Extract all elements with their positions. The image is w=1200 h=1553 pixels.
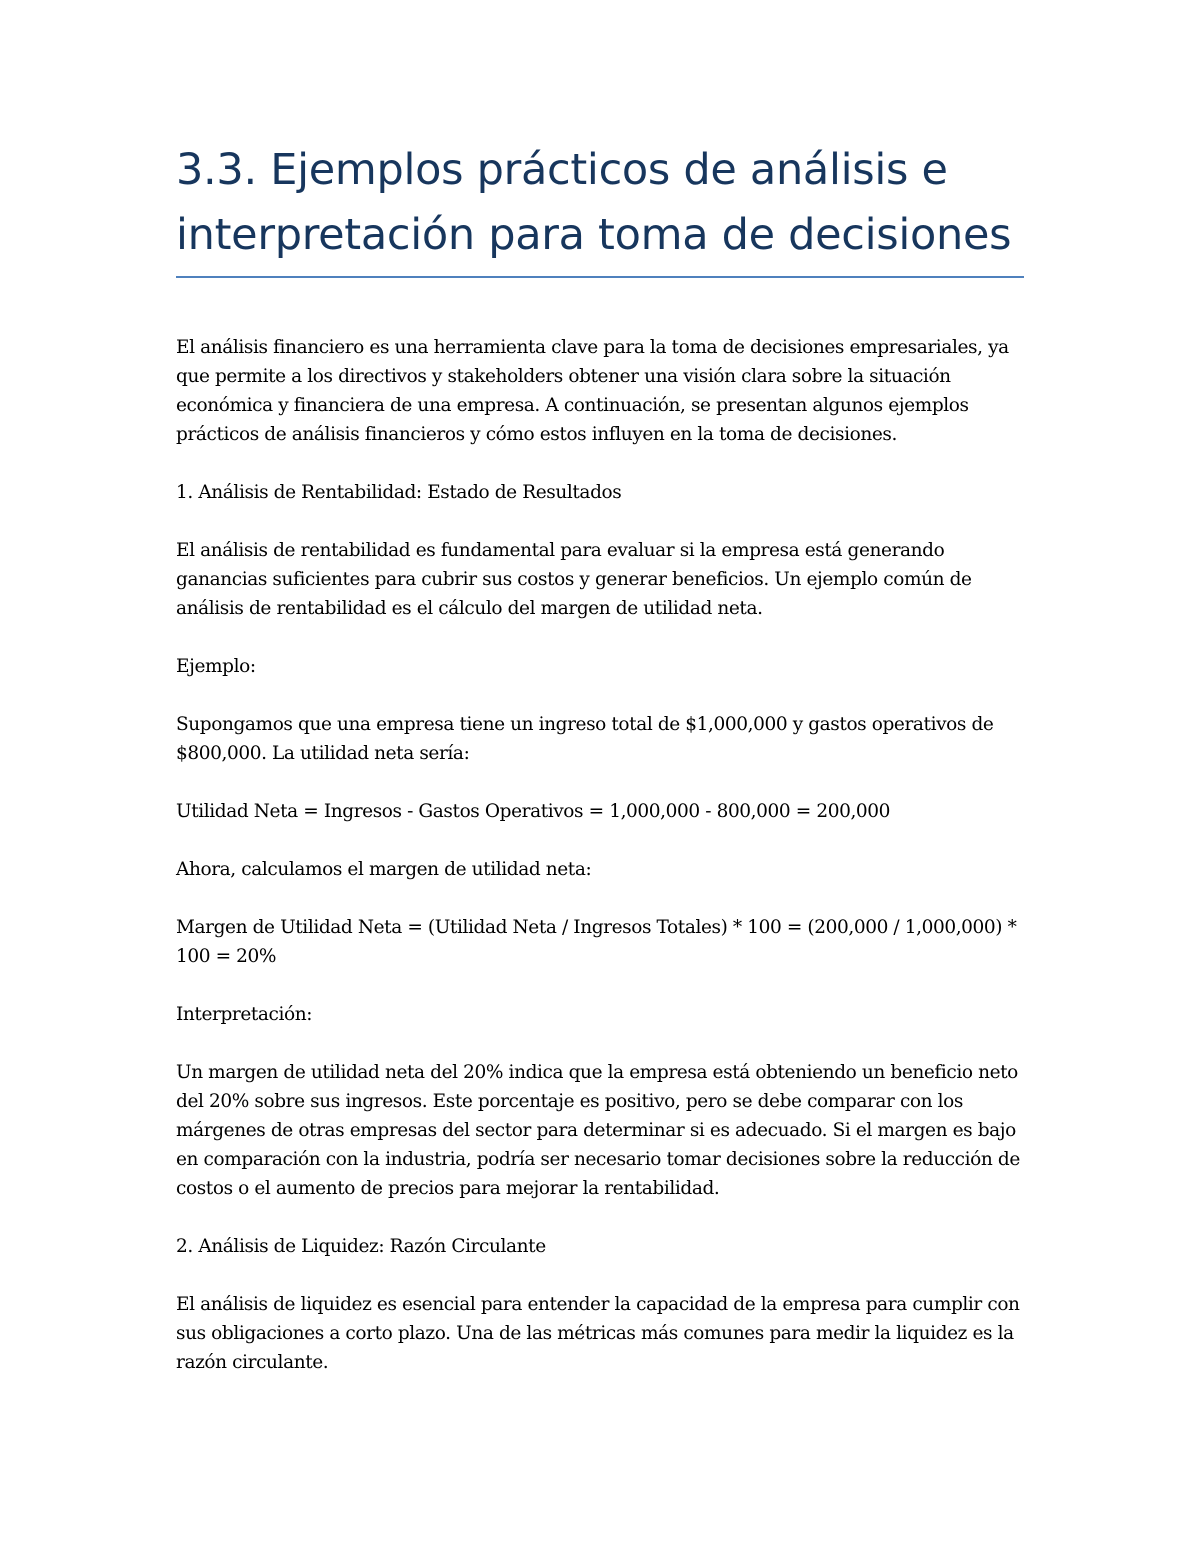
section-title-line-1: 3.3. Ejemplos prácticos de análisis e	[176, 145, 948, 195]
liquidez-paragraph: El análisis de liquidez es esencial para entender la capacidad de la empresa para cumplir con sus obligaciones a corto plazo. Una de las métricas más comunes para medir la liquidez es la razón circulante.	[176, 1294, 1020, 1373]
document-content	[176, 138, 1024, 1406]
interpretacion-paragraph: Un margen de utilidad neta del 20% indica que la empresa está obteniendo un beneficio neto del 20% sobre sus ingresos. Este porcentaje es positivo, pero se debe comparar con los márgenes de otras empresas del sector para determinar si es adecuado. Si el margen es bajo en comparación con la industria, podría ser necesario tomar decisiones sobre la reducción de costos o el aumento de precios para mejorar la rentabilidad.	[176, 1062, 1020, 1199]
title-underline-rule	[176, 276, 1024, 278]
interpretacion-label: Interpretación:	[176, 1004, 313, 1025]
section-title	[176, 138, 1024, 276]
margen-formula: Margen de Utilidad Neta = (Utilidad Neta / Ingresos Totales) * 100 = (200,000 / 1,000,000) * 100 = 20%	[176, 917, 1017, 967]
heading-rentabilidad: 1. Análisis de Rentabilidad: Estado de Resultados	[176, 482, 622, 503]
utilidad-neta-formula: Utilidad Neta = Ingresos - Gastos Operativos = 1,000,000 - 800,000 = 200,000	[176, 801, 891, 822]
section-title-line-2: interpretación para toma de decisiones	[176, 210, 1012, 260]
intro-paragraph: El análisis financiero es una herramienta clave para la toma de decisiones empresariales, ya que permite a los directivos y stakeholders obtener una visión clara sobre la situación económica y financiera de una empresa. A continuación, se presentan algunos ejemplos prácticos de análisis financieros y cómo estos influyen en la toma de decisiones.	[176, 337, 1009, 445]
rentabilidad-paragraph: El análisis de rentabilidad es fundamental para evaluar si la empresa está generando ganancias suficientes para cubrir sus costos y generar beneficios. Un ejemplo común de análisis de rentabilidad es el cálculo del margen de utilidad neta.	[176, 540, 972, 619]
margen-intro-paragraph: Ahora, calculamos el margen de utilidad neta:	[176, 859, 592, 880]
ejemplo-paragraph: Supongamos que una empresa tiene un ingreso total de $1,000,000 y gastos operativos de $800,000. La utilidad neta sería:	[176, 714, 994, 764]
heading-liquidez: 2. Análisis de Liquidez: Razón Circulante	[176, 1236, 546, 1257]
ejemplo-label: Ejemplo:	[176, 656, 256, 677]
